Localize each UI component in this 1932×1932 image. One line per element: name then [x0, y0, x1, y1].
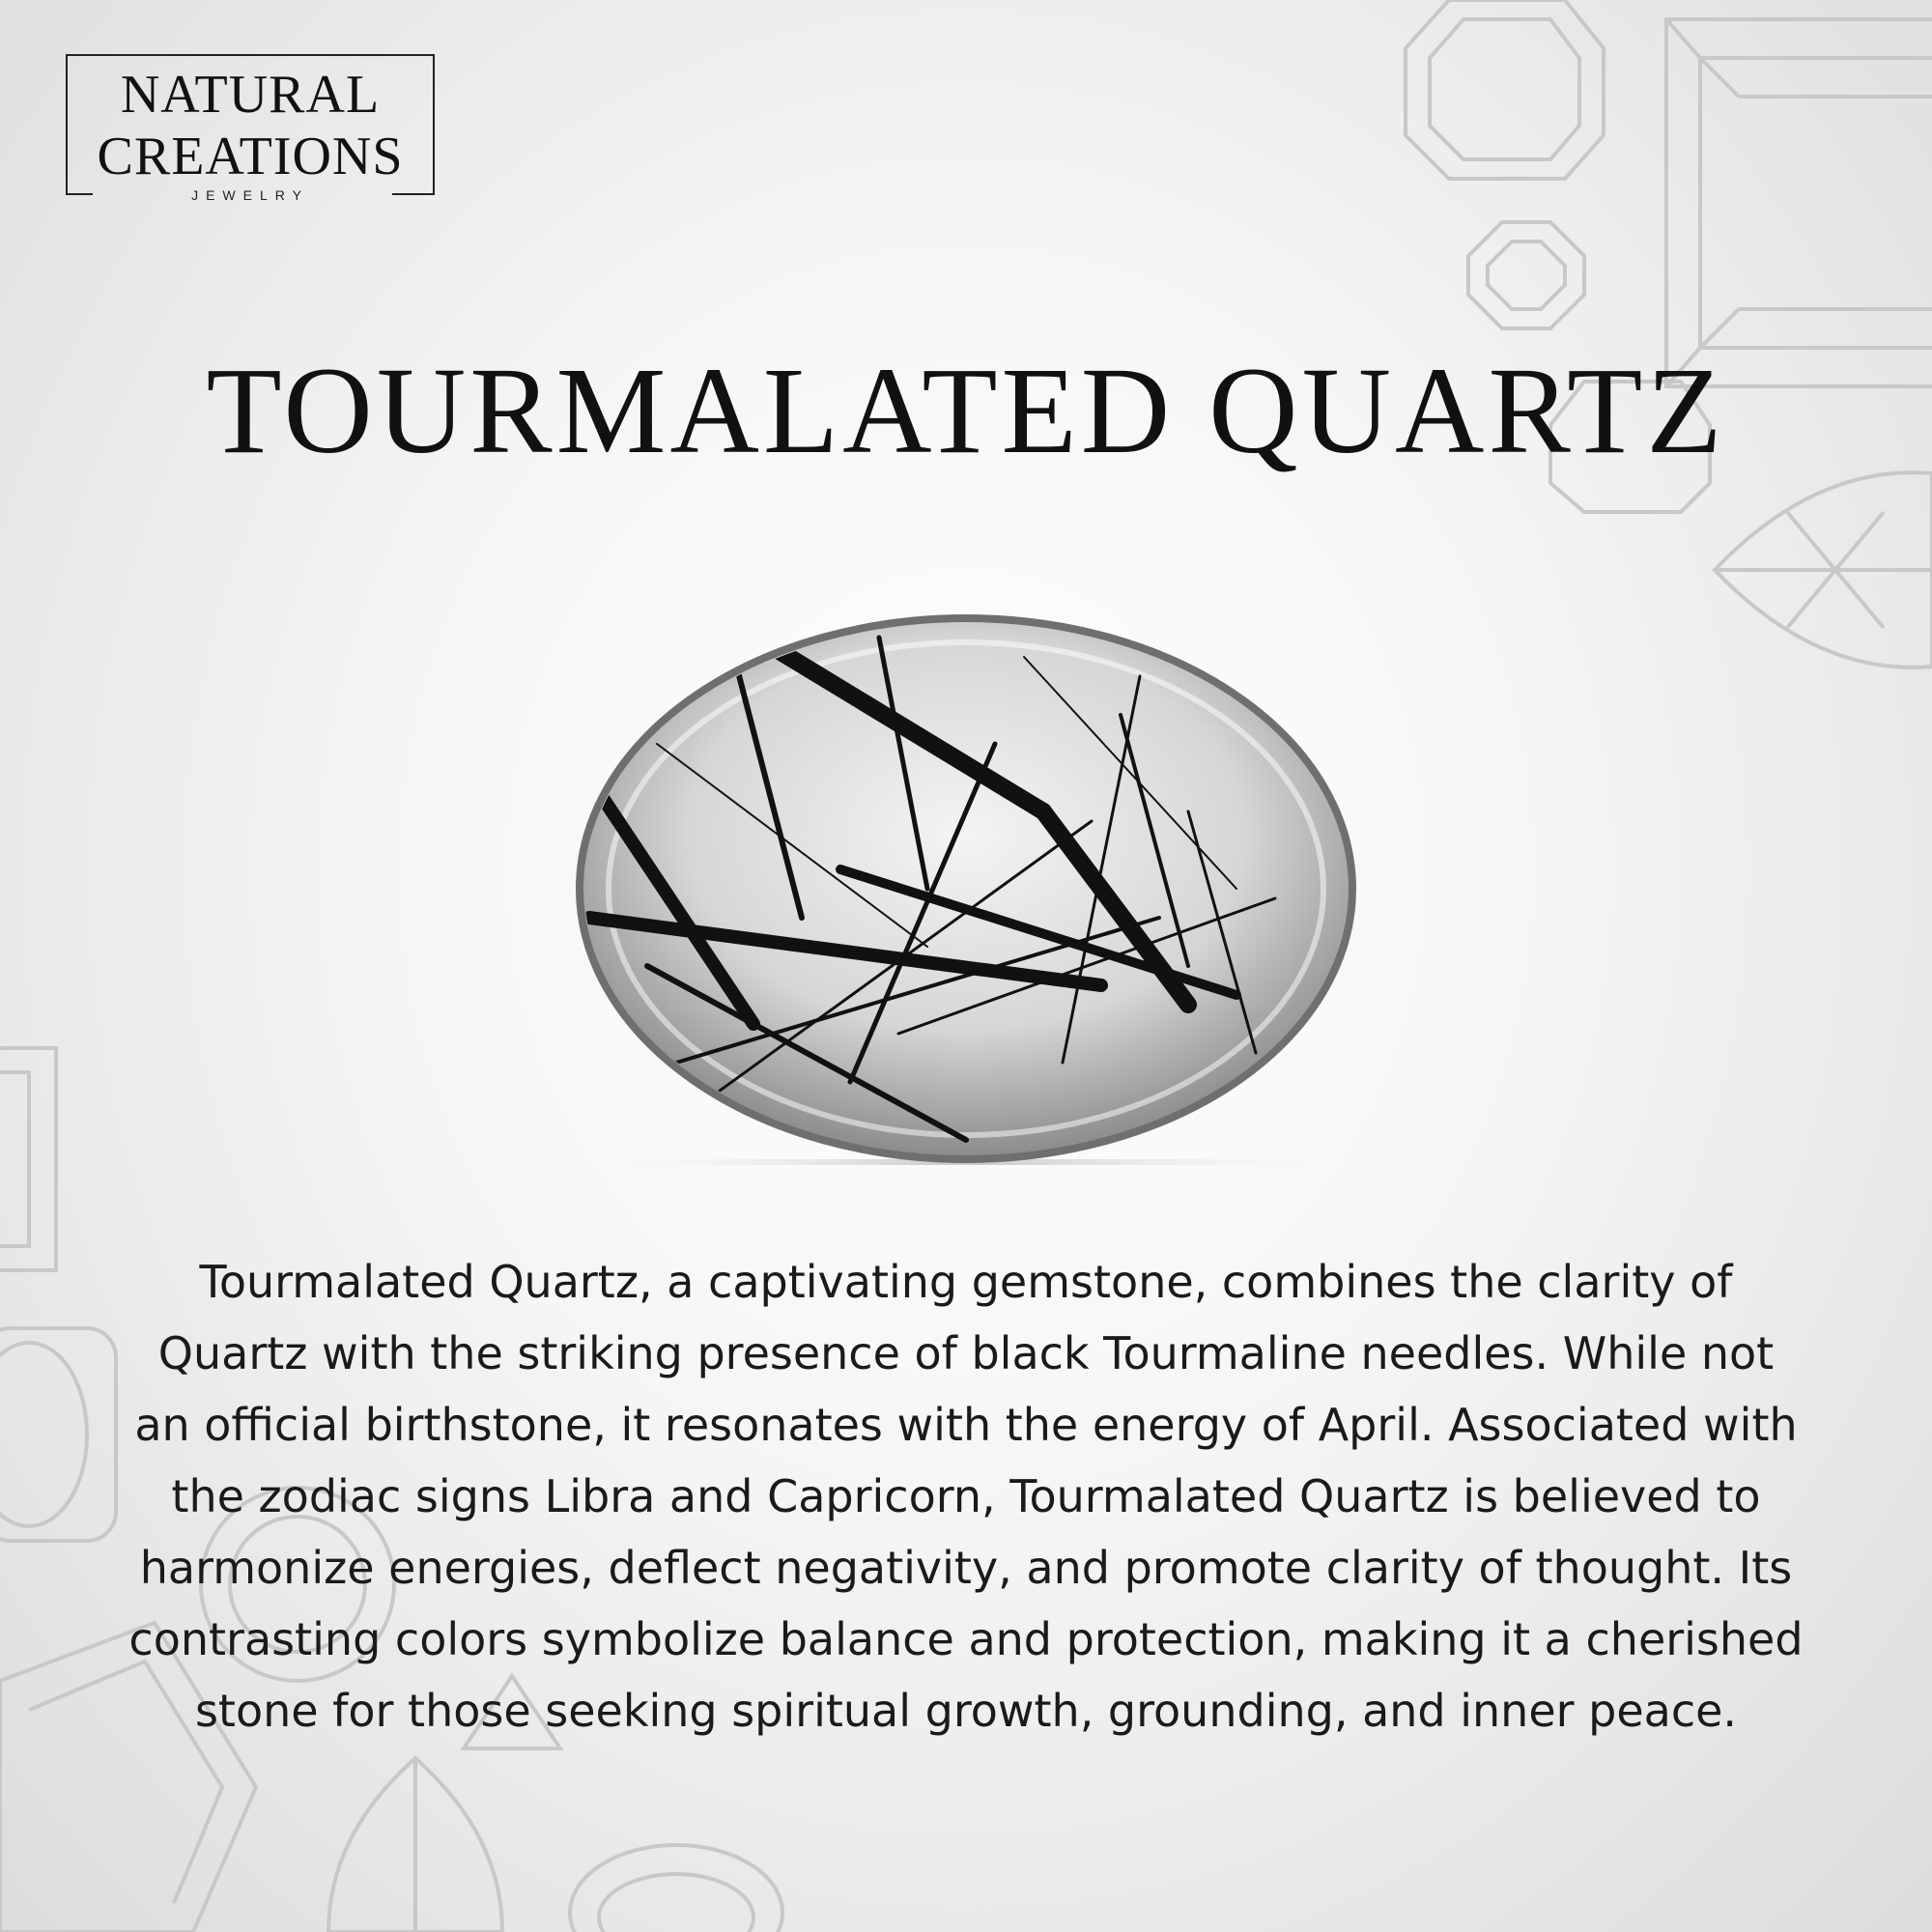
- cushion-gem-outline: [0, 1328, 116, 1541]
- oval-bottom-gem-outline: [570, 1845, 782, 1932]
- octagon-gem-outline: [1406, 0, 1604, 179]
- page-title: TOURMALATED QUARTZ: [206, 342, 1726, 479]
- logo-text-jewelry: JEWELRY: [191, 187, 309, 203]
- logo-text-creations: CREATIONS: [97, 127, 404, 186]
- tourmalated-quartz-gem-image: [560, 599, 1372, 1179]
- emerald-gem-outline: [1666, 19, 1932, 386]
- gem-description: Tourmalated Quartz, a captivating gemstone, combines the clarity of Quartz with the striking presence of black Tourmaline needles. While not an official birthstone, it resonates with the energy of April. Associated with the zodiac signs Libra and Capricorn, Tourmalated Quartz is believed to harmonize energies, deflect negativity, and promote clarity of thought. Its contrasting colors symbolize balance and protection, making it a cherished stone for those seeking spiritual growth, grounding, and inner peace.: [128, 1256, 1804, 1737]
- brand-logo: [64, 52, 437, 203]
- logo-text-natural: NATURAL: [120, 65, 381, 125]
